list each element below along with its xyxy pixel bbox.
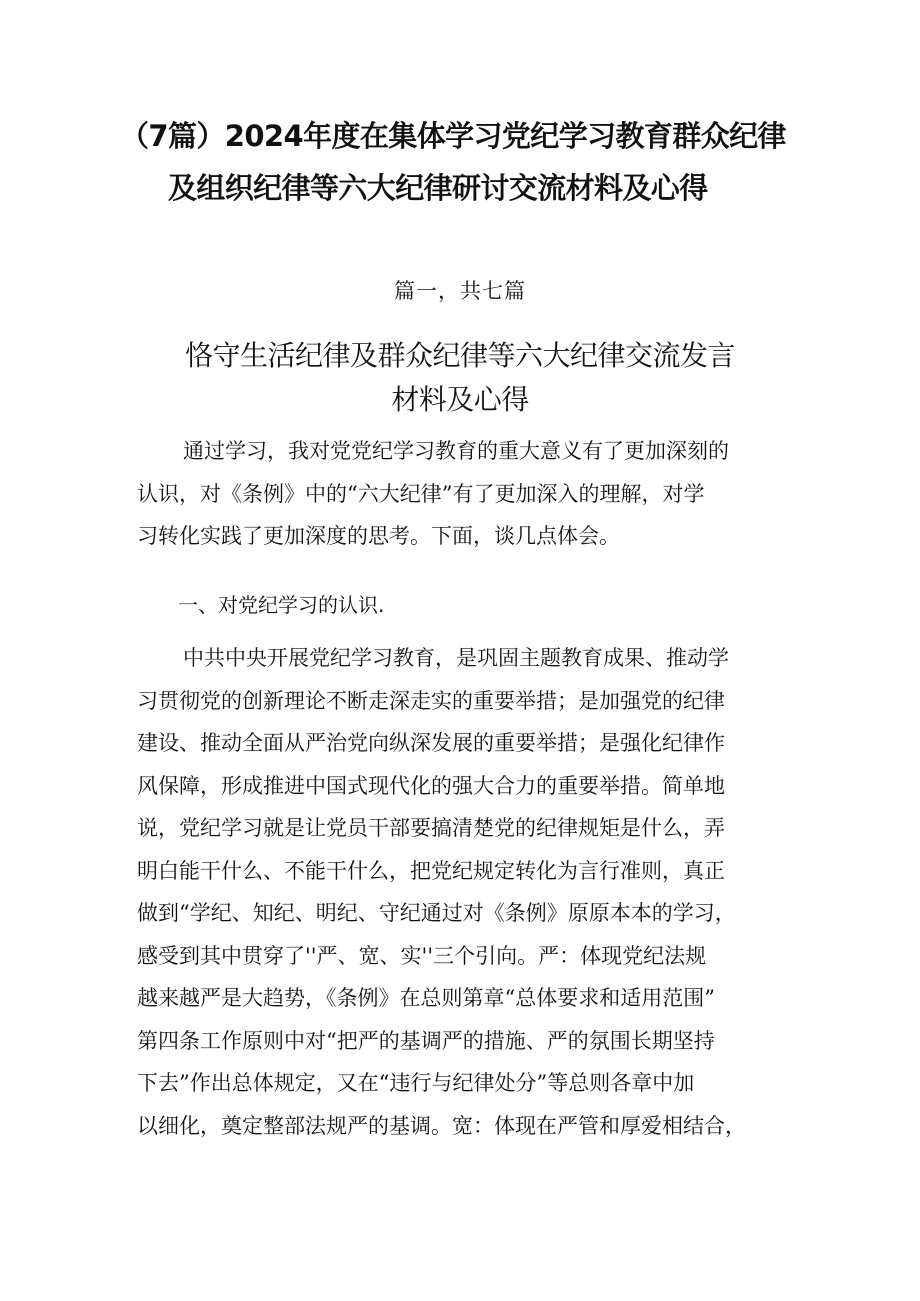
body-line-9: 越来越严是大趋势，《条例》在总则第章“总体要求和适用范围” bbox=[137, 986, 715, 1010]
body-line-1: 中共中央开展党纪学习教育，是巩固主题教育成果、推动学 bbox=[183, 646, 729, 670]
body-line-11: 下去”作出总体规定，又在“违行与纪律处分”等总则各章中加 bbox=[137, 1071, 695, 1095]
section-title bbox=[0, 334, 920, 422]
body-line-7: 做到“学纪、知纪、明纪、守纪通过对《条例》原原本本的学习， bbox=[137, 901, 736, 925]
section-title-line-2: 材料及心得 bbox=[391, 383, 529, 416]
intro-paragraph bbox=[137, 430, 797, 558]
intro-line-2: 认识，对《条例》中的“六大纪律”有了更加深入的理解，对学 bbox=[137, 481, 705, 506]
section-title-line-1: 恪守生活纪律及群众纪律等六大纪律交流发言 bbox=[184, 339, 735, 372]
intro-line-1: 通过学习，我对党党纪学习教育的重大意义有了更加深刻的 bbox=[183, 439, 729, 463]
body-line-8: 感受到其中贯穿了''严、宽、实''三个引向。严：体现党纪法规 bbox=[137, 943, 707, 968]
body-line-2: 习贯彻党的创新理论不断走深走实的重要举措；是加强党的纪律 bbox=[137, 688, 725, 713]
intro-line-3: 习转化实践了更加深度的思考。下面，谈几点体会。 bbox=[137, 524, 620, 548]
part-label: 篇一，共七篇 bbox=[394, 279, 526, 303]
body-line-4: 风保障，形成推进中国式现代化的强大合力的重要举措。简单地 bbox=[137, 773, 725, 798]
body-line-5: 说，党纪学习就是让党员干部要搞清楚党的纪律规矩是什么，弄 bbox=[137, 816, 725, 840]
body-line-12: 以细化，奠定整部法规严的基调。宽：体现在严管和厚爱相结合， bbox=[137, 1113, 746, 1138]
document-title bbox=[120, 110, 820, 214]
body-line-10: 第四条工作原则中对“把严的基调严的措施、严的氛围长期坚持 bbox=[137, 1028, 715, 1053]
section-heading-1: 一、对党纪学习的认识. bbox=[178, 593, 385, 617]
body-line-3: 建设、推动全面从严治党向纵深发展的重要举措；是强化纪律作 bbox=[137, 731, 725, 755]
document-title-line-1: （7篇）2024年度在集体学习党纪学习教育群众纪律 bbox=[120, 119, 786, 153]
body-paragraph bbox=[137, 637, 797, 1147]
body-line-6: 明白能干什么、不能干什么，把党纪规定转化为言行准则，真正 bbox=[137, 858, 725, 883]
document-title-line-2: 及组织纪律等六大纪律研讨交流材料及心得 bbox=[168, 171, 708, 205]
